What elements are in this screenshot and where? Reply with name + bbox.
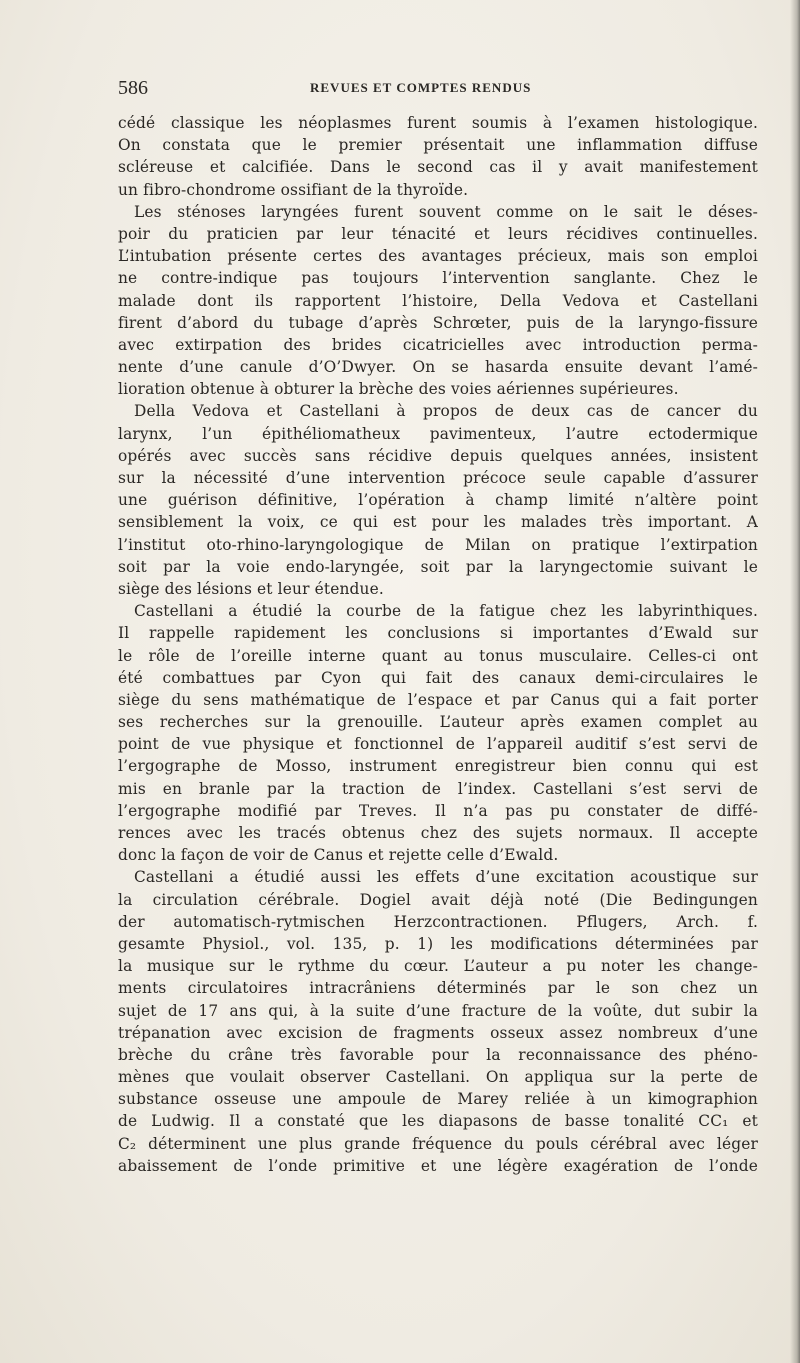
text-line: Della Vedova et Castellani à propos de deux cas de cancer du	[134, 402, 758, 421]
text-line: la circulation cérébrale. Dogiel avait déjà noté (Die Bedingungen	[118, 890, 758, 909]
text-line: L’intubation présente certes des avantages précieux, mais son emploi	[118, 247, 758, 266]
text-line: le rôle de l’oreille interne quant au tonus musculaire. Celles-ci ont	[118, 646, 758, 665]
page-edge-shadow	[790, 0, 800, 1363]
text-line: gesamte Physiol., vol. 135, p. 1) les modifications déterminées par	[118, 934, 758, 953]
text-line: l’ergographe de Mosso, instrument enregistreur bien connu qui est	[118, 757, 758, 776]
text-line: poir du praticien par leur ténacité et leurs récidives continuelles.	[118, 224, 758, 243]
text-line: cédé classique les néoplasmes furent soumis à l’examen histologique.	[118, 114, 758, 132]
text-line: On constata que le premier présentait une inflammation diffuse	[118, 136, 758, 155]
text-line: nente d’une canule d’O’Dwyer. On se hasarda ensuite devant l’amé-	[118, 358, 758, 377]
text-line: l’ergographe modifié par Treves. Il n’a pas pu constater de diffé-	[118, 801, 758, 820]
text-line: un fibro-chondrome ossifiant de la thyroïde.	[118, 180, 469, 199]
text-line: trépanation avec excision de fragments osseux assez nombreux d’une	[118, 1023, 758, 1042]
text-line: firent d’abord du tubage d’après Schrœter, puis de la laryngo-fissure	[118, 313, 758, 332]
text-line: sujet de 17 ans qui, à la suite d’une fracture de la voûte, dut subir la	[118, 1001, 758, 1020]
text-line: donc la façon de voir de Canus et rejette celle d’Ewald.	[118, 846, 559, 865]
section-title: REVUES ET COMPTES RENDUS	[310, 80, 532, 95]
text-line: rences avec les tracés obtenus chez des sujets normaux. Il accepte	[118, 824, 758, 842]
text-line: opérés avec succès sans récidive depuis quelques années, insistent	[118, 446, 758, 465]
text-line: abaissement de l’onde primitive et une légère exagération de l’onde	[118, 1156, 758, 1175]
text-line: Il rappelle rapidement les conclusions si importantes d’Ewald sur	[118, 624, 758, 643]
text-line: mènes que voulait observer Castellani. On appliqua sur la perte de	[118, 1068, 758, 1087]
text-line: der automatisch-rytmischen Herzcontractionen. Pflugers, Arch. f.	[118, 912, 758, 931]
text-line: ne contre-indique pas toujours l’intervention sanglante. Chez le	[118, 269, 758, 288]
text-line: siège du sens mathématique de l’espace et par Canus qui a fait porter	[118, 690, 758, 709]
text-line: soit par la voie endo-laryngée, soit par la laryngectomie suivant le	[118, 557, 758, 576]
text-line: de Ludwig. Il a constaté que les diapasons de basse tonalité CC₁ et	[118, 1112, 758, 1131]
text-line: été combattues par Cyon qui fait des canaux demi-circulaires le	[118, 668, 758, 687]
text-line: sur la nécessité d’une intervention précoce seule capable d’assurer	[118, 469, 758, 487]
text-line: brèche du crâne très favorable pour la reconnaissance des phéno-	[118, 1045, 758, 1064]
text-line: ments circulatoires intracrâniens déterminés par le son chez un	[118, 979, 758, 998]
text-line: Castellani a étudié aussi les effets d’une excitation acoustique sur	[134, 868, 758, 887]
text-line: une guérison définitive, l’opération à champ limité n’altère point	[118, 491, 758, 510]
text-line: avec extirpation des brides cicatricielles avec introduction perma-	[118, 335, 758, 354]
text-line: malade dont ils rapportent l’histoire, Della Vedova et Castellani	[118, 291, 758, 310]
text-line: mis en branle par la traction de l’index. Castellani s’est servi de	[118, 779, 758, 798]
text-line: sensiblement la voix, ce qui est pour les malades très important. A	[118, 513, 758, 532]
running-head	[118, 76, 758, 100]
text-line: scléreuse et calcifiée. Dans le second cas il y avait manifestement	[118, 158, 758, 177]
page-number: 586	[118, 77, 148, 99]
body-text	[118, 112, 758, 1177]
text-line: lioration obtenue à obturer la brèche des voies aériennes supérieures.	[118, 380, 679, 399]
text-line: siège des lésions et leur étendue.	[118, 579, 384, 598]
text-line: Castellani a étudié la courbe de la fatigue chez les labyrinthiques.	[134, 602, 758, 621]
text-line: l’institut oto-rhino-laryngologique de Milan on pratique l’extirpation	[118, 535, 758, 554]
text-line: point de vue physique et fonctionnel de l’appareil auditif s’est servi de	[118, 735, 758, 754]
text-line: ses recherches sur la grenouille. L’auteur après examen complet au	[118, 713, 758, 732]
text-line: substance osseuse une ampoule de Marey reliée à un kimographion	[118, 1090, 758, 1109]
text-line: C₂ déterminent une plus grande fréquence du pouls cérébral avec léger	[118, 1134, 758, 1153]
text-line: Les sténoses laryngées furent souvent comme on le sait le déses-	[134, 202, 758, 221]
text-line: larynx, l’un épithéliomatheux pavimenteux, l’autre ectodermique	[118, 424, 758, 443]
text-line: la musique sur le rythme du cœur. L’auteur a pu noter les change-	[118, 957, 758, 976]
